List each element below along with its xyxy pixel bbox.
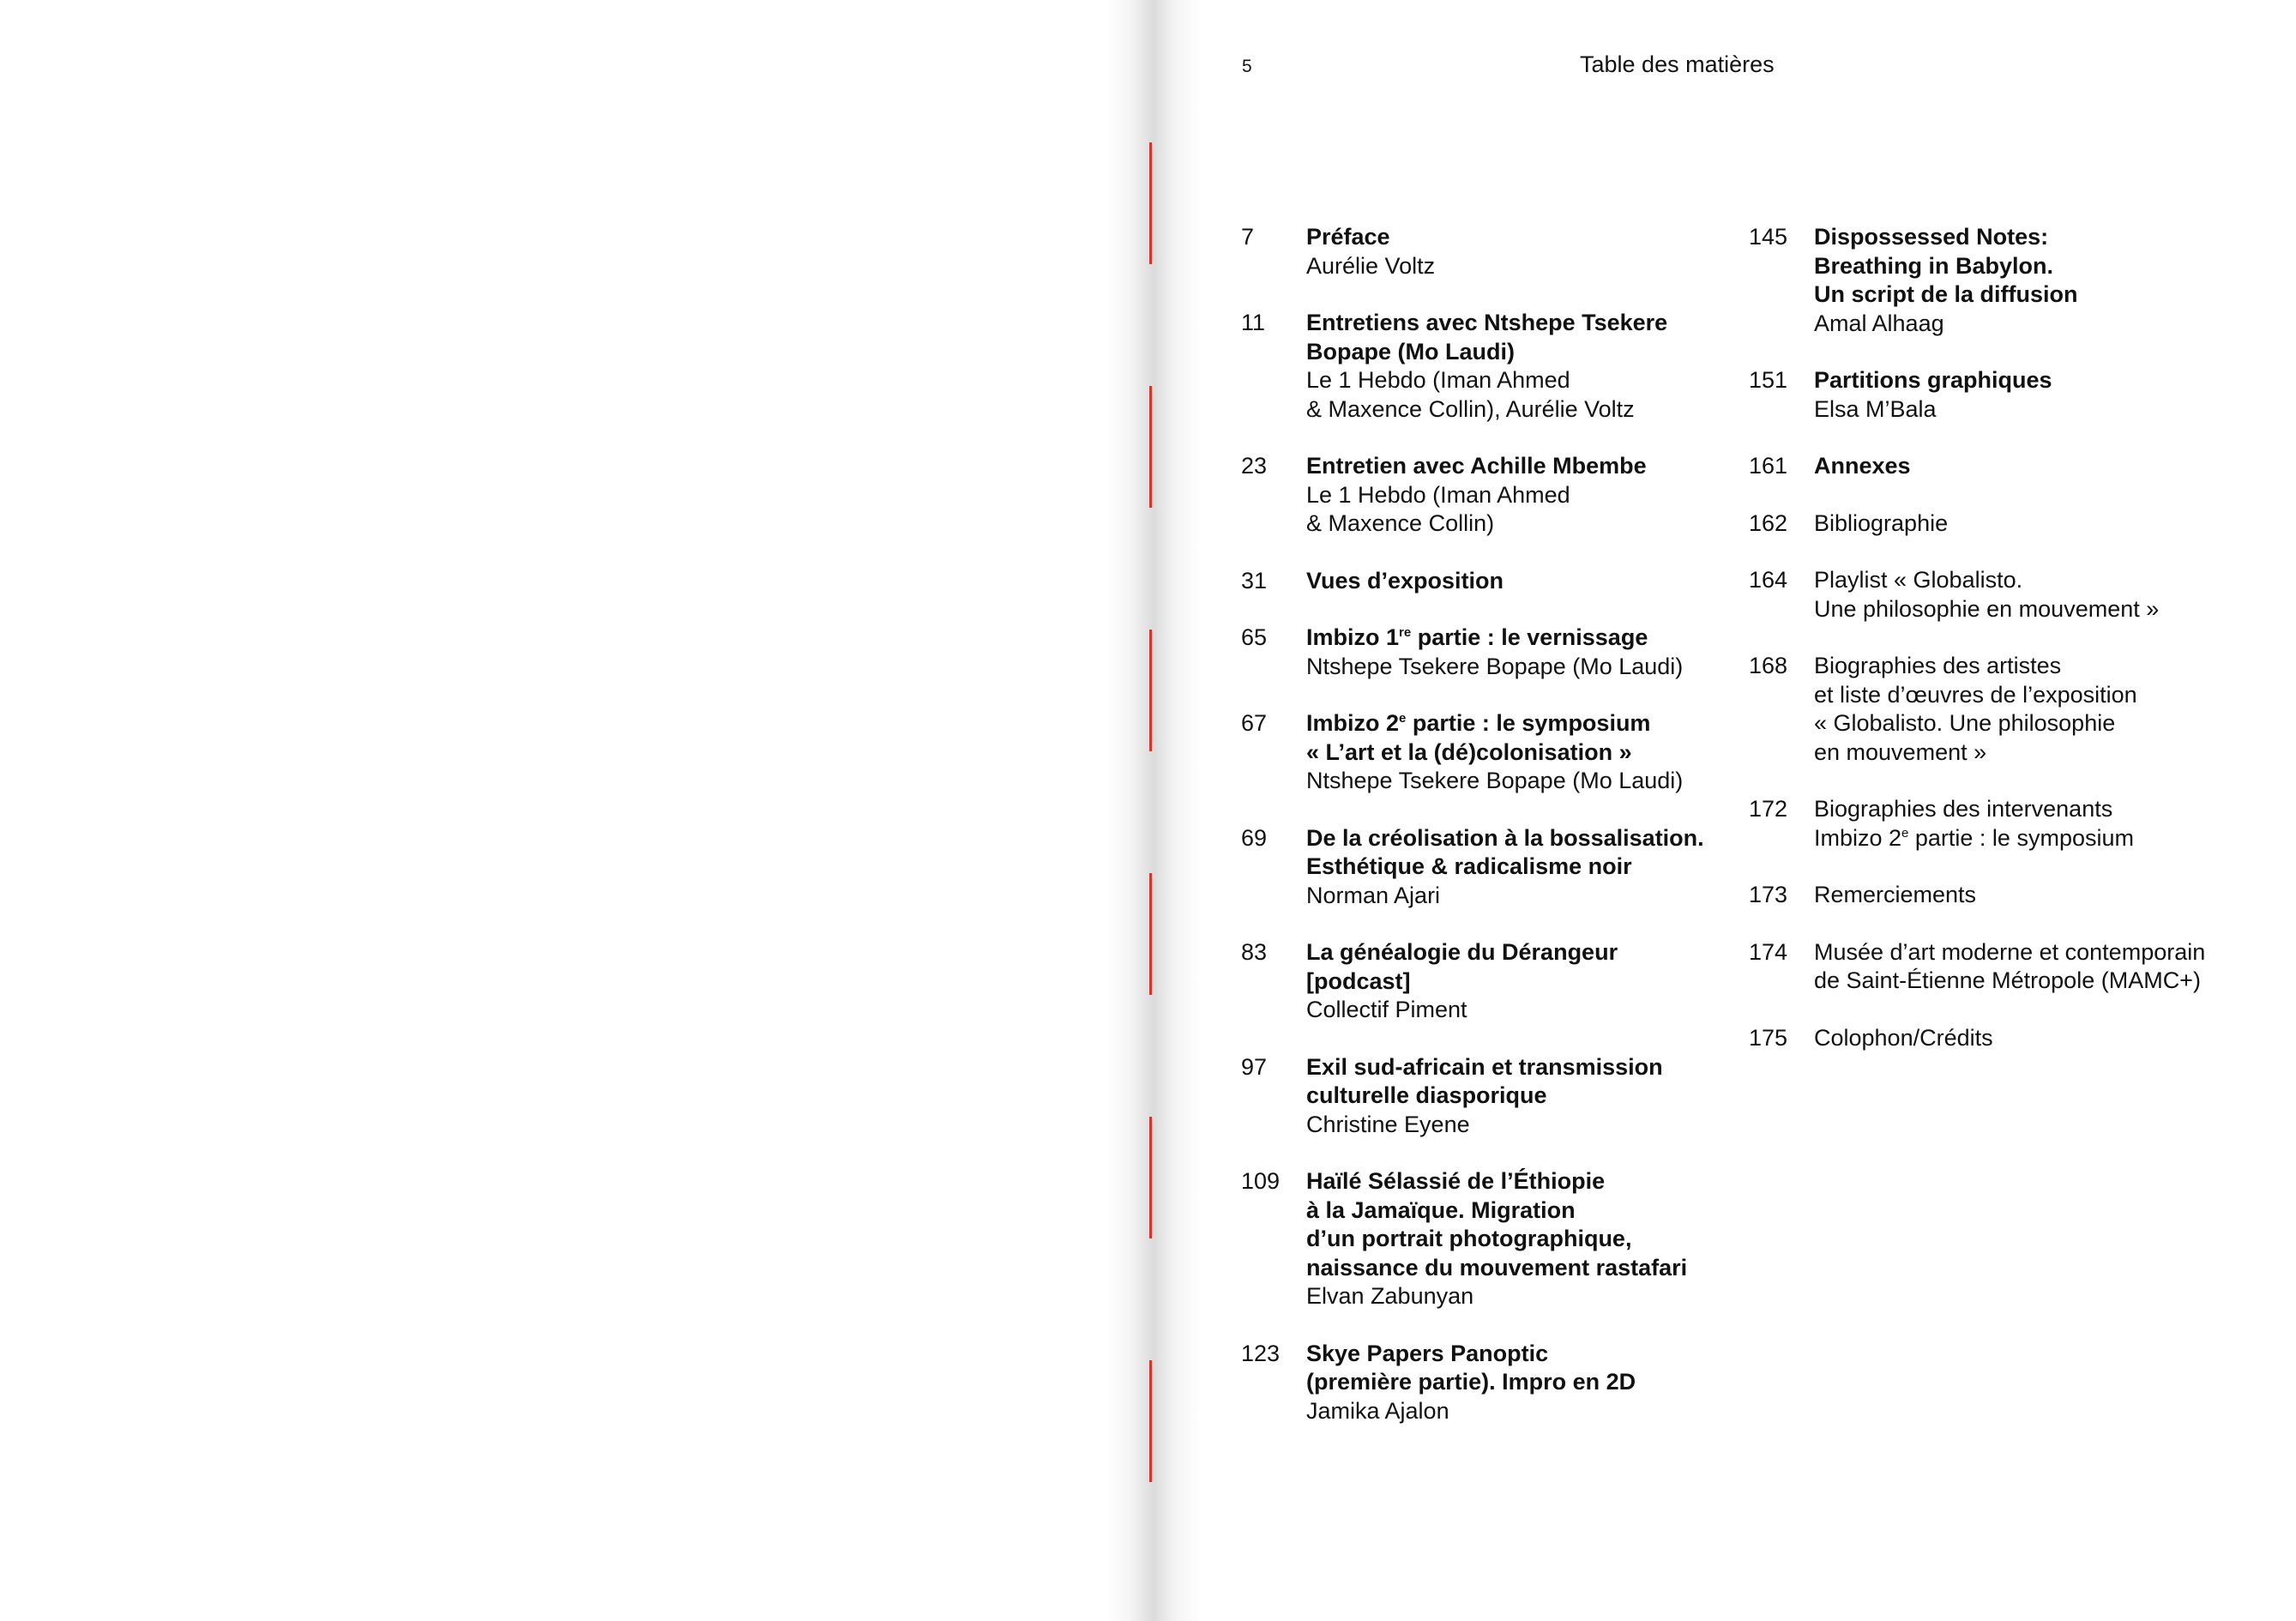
red-margin-mark — [1149, 873, 1152, 995]
toc-page-number: 162 — [1749, 509, 1788, 536]
toc-item-label: en mouvement » — [1814, 738, 1987, 765]
toc-title: Préface — [1306, 224, 1390, 250]
toc-page-number: 7 — [1241, 224, 1255, 250]
toc-title: « L’art et la (dé)colonisation » — [1306, 738, 1632, 765]
toc-entry[interactable] — [1241, 567, 1704, 596]
toc-page-number: 173 — [1749, 882, 1788, 907]
toc-author: Le 1 Hebdo (Iman Ahmed — [1306, 367, 1570, 393]
toc-item-label: Playlist « Globalisto. — [1814, 567, 2023, 593]
toc-author: Aurélie Voltz — [1306, 252, 1436, 279]
toc-title: Exil sud-africain et transmission — [1306, 1053, 1663, 1080]
toc-title: Imbizo 2e partie : le symposium — [1306, 710, 1651, 736]
toc-page-number: 65 — [1241, 624, 1268, 650]
toc-title: Bopape (Mo Laudi) — [1306, 338, 1515, 365]
toc-page-number: 11 — [1241, 310, 1266, 335]
toc-item-label: Biographies des intervenants — [1814, 796, 2113, 822]
toc-item-label: de Saint-Étienne Métropole (MAMC+) — [1814, 967, 2201, 993]
toc-author: Le 1 Hebdo (Iman Ahmed — [1306, 481, 1570, 508]
toc-item-label: et liste d’œuvres de l’exposition — [1814, 681, 2137, 708]
toc-entry[interactable] — [1749, 452, 2205, 481]
page-number: 5 — [1242, 57, 1252, 76]
toc-entry[interactable] — [1241, 1340, 1704, 1426]
toc-entry[interactable] — [1749, 795, 2205, 853]
toc-author: Elvan Zabunyan — [1306, 1283, 1474, 1309]
toc-entry[interactable] — [1749, 1024, 2205, 1053]
toc-page-number: 109 — [1241, 1168, 1281, 1194]
left-blank-page — [0, 0, 1141, 1621]
toc-entry[interactable] — [1241, 452, 1704, 539]
toc-entry[interactable] — [1749, 366, 2205, 424]
toc-page-number: 31 — [1241, 567, 1268, 594]
toc-title: La généalogie du Dérangeur — [1306, 939, 1618, 965]
toc-page-number: 172 — [1749, 796, 1788, 822]
toc-entry[interactable] — [1749, 509, 2205, 539]
red-margin-mark — [1149, 1360, 1152, 1482]
toc-author: & Maxence Collin) — [1306, 510, 1495, 536]
red-margin-mark — [1149, 1117, 1152, 1238]
toc-entry[interactable] — [1241, 1053, 1704, 1140]
toc-page-number: 151 — [1749, 367, 1788, 393]
toc-author: Norman Ajari — [1306, 882, 1441, 908]
toc-title: Partitions graphiques — [1814, 367, 2052, 393]
toc-entry[interactable] — [1241, 709, 1704, 796]
toc-entry[interactable] — [1241, 824, 1704, 911]
red-margin-mark — [1149, 386, 1152, 508]
toc-author: & Maxence Collin), Aurélie Voltz — [1306, 395, 1635, 422]
toc-entry[interactable] — [1749, 566, 2205, 624]
toc-item-label: Une philosophie en mouvement » — [1814, 595, 2160, 622]
toc-entry[interactable] — [1749, 652, 2205, 767]
red-margin-mark — [1149, 630, 1152, 751]
toc-title: Annexes — [1814, 453, 1911, 479]
toc-author: Christine Eyene — [1306, 1111, 1470, 1137]
toc-page-number: 164 — [1749, 567, 1788, 593]
toc-item-label: Musée d’art moderne et contemporain — [1814, 938, 2206, 965]
toc-title: Un script de la diffusion — [1814, 281, 2078, 307]
toc-title: Dispossessed Notes: — [1814, 224, 2049, 250]
toc-title: Haïlé Sélassié de l’Éthiopie — [1306, 1168, 1606, 1194]
toc-page-number: 23 — [1241, 453, 1268, 479]
toc-page-number: 123 — [1241, 1340, 1281, 1366]
toc-author: Ntshepe Tsekere Bopape (Mo Laudi) — [1306, 768, 1684, 793]
toc-page-number: 168 — [1749, 653, 1788, 678]
toc-title: Esthétique & radicalisme noir — [1306, 853, 1632, 879]
toc-page-number: 67 — [1241, 710, 1268, 736]
toc-item-label: Bibliographie — [1814, 509, 1949, 536]
toc-entry[interactable] — [1241, 223, 1704, 280]
book-gutter — [1106, 0, 1201, 1621]
toc-title: Vues d’exposition — [1306, 567, 1504, 594]
running-title: Table des matières — [1580, 51, 1775, 77]
toc-entry[interactable] — [1241, 938, 1704, 1025]
toc-page-number: 69 — [1241, 824, 1268, 851]
toc-item-label: Remerciements — [1814, 882, 1977, 907]
toc-entry[interactable] — [1749, 881, 2205, 910]
red-margin-mark — [1149, 142, 1152, 264]
toc-author: Amal Alhaag — [1814, 310, 1944, 336]
toc-column-left — [1241, 223, 1704, 1454]
toc-title: Breathing in Babylon. — [1814, 252, 2054, 279]
toc-item-label: « Globalisto. Une philosophie — [1814, 710, 2116, 736]
toc-entry[interactable] — [1749, 938, 2205, 996]
toc-item-label: Biographies des artistes — [1814, 653, 2062, 678]
toc-entry[interactable] — [1241, 624, 1704, 681]
toc-page-number: 175 — [1749, 1024, 1788, 1051]
toc-title: Entretien avec Achille Mbembe — [1306, 453, 1647, 479]
toc-author: Ntshepe Tsekere Bopape (Mo Laudi) — [1306, 653, 1684, 679]
toc-page-number: 174 — [1749, 938, 1788, 965]
toc-entry[interactable] — [1241, 1167, 1704, 1311]
toc-item-label: Colophon/Crédits — [1814, 1024, 1993, 1051]
toc-title: (première partie). Impro en 2D — [1306, 1369, 1636, 1395]
toc-entry[interactable] — [1749, 223, 2205, 338]
toc-title: Imbizo 1re partie : le vernissage — [1306, 624, 1648, 650]
toc-column-right — [1749, 223, 2205, 1081]
toc-title: culturelle diasporique — [1306, 1082, 1547, 1108]
toc-title: Skye Papers Panoptic — [1306, 1340, 1549, 1366]
toc-title: naissance du mouvement rastafari — [1306, 1254, 1688, 1281]
toc-title: Entretiens avec Ntshepe Tsekere — [1306, 310, 1668, 335]
toc-title: [podcast] — [1306, 967, 1411, 994]
toc-page-number: 161 — [1749, 453, 1788, 479]
toc-author: Elsa M’Bala — [1814, 395, 1937, 422]
toc-page-number: 97 — [1241, 1053, 1268, 1080]
toc-author: Collectif Piment — [1306, 997, 1467, 1022]
toc-title: De la créolisation à la bossalisation. — [1306, 824, 1704, 851]
toc-author: Jamika Ajalon — [1306, 1397, 1449, 1424]
toc-title: d’un portrait photographique, — [1306, 1226, 1632, 1251]
toc-page-number: 145 — [1749, 224, 1788, 250]
toc-item-label: Imbizo 2e partie : le symposium — [1814, 824, 2134, 851]
toc-page-number: 83 — [1241, 939, 1268, 965]
toc-entry[interactable] — [1241, 309, 1704, 424]
toc-title: à la Jamaïque. Migration — [1306, 1196, 1576, 1223]
